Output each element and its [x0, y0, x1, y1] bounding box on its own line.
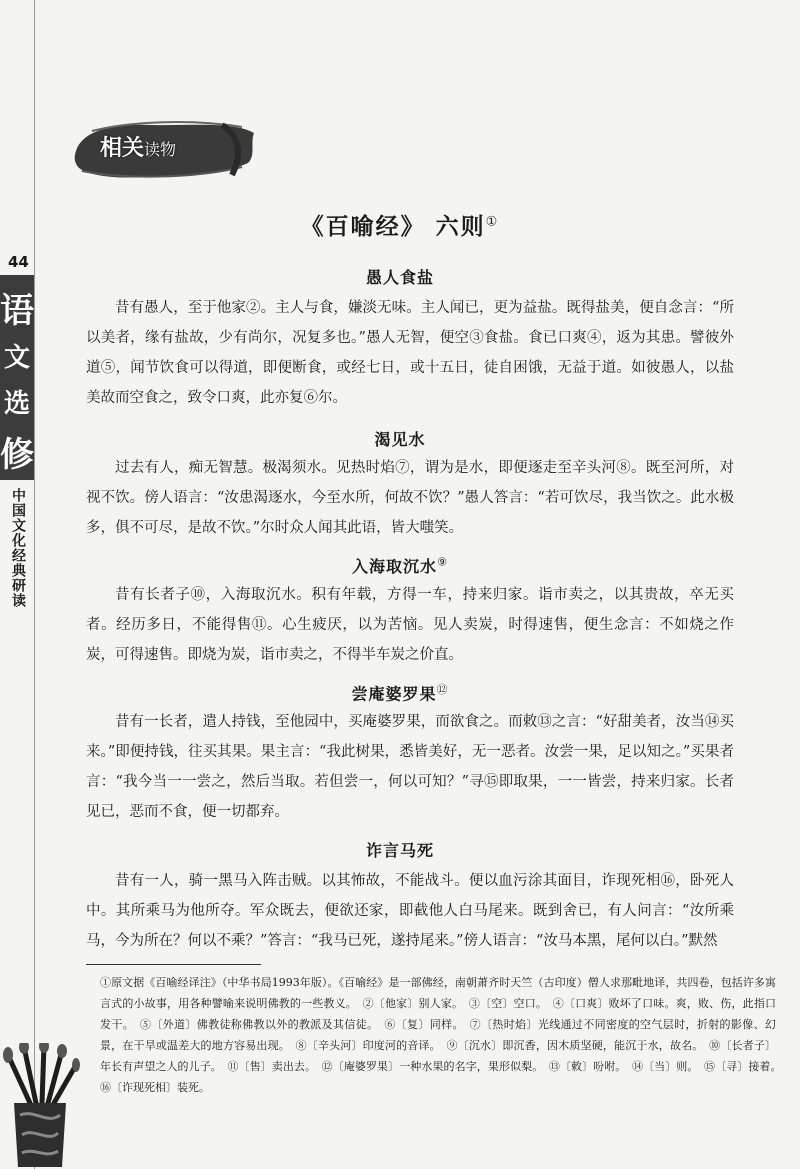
spine-subtitle: 中国文化经典研读 — [10, 488, 26, 608]
spine-char: 语 — [0, 291, 34, 331]
section-title-text: 入海取沉水 — [352, 557, 438, 576]
footnote-divider — [86, 964, 261, 965]
page-title — [0, 208, 800, 241]
page-title-text: 《百喻经》 六则 — [300, 213, 486, 240]
section-title — [0, 838, 800, 861]
banner-big-text: 相关 — [100, 136, 145, 161]
section-title-text: 渴见水 — [374, 430, 426, 449]
section-paragraph: 昔有愚人，至于他家②。主人与食，嫌淡无味。主人闻已，更为益盐。既得盐美，便自念言：“所以美者，缘有盐故，少有尚尔，况复多也。”愚人无智，便空③食盐。食已口爽④，返为其患。譬彼外道⑤，闻节饮食可以得道，即便断食，或经七日，或十五日，徒自困饿，无益于道。如彼愚人，以盐美故而空食之，致令口爽，此亦复⑥尔。 — [86, 300, 734, 406]
section-title — [0, 265, 800, 288]
section-paragraph: 昔有长者子⑩，入海取沉水。积有年载，方得一车，持来归家。诣市卖之，以其贵故，卒无买者。经历多日，不能得售⑪。心生疲厌，以为苦恼。见人卖炭，时得速售，便生念言：不如烧之作炭，可得速售。即烧为炭，诣市卖之，不得半车炭之价直。 — [86, 587, 734, 663]
brush-pot-icon — [0, 1043, 80, 1169]
page-number: 44 — [8, 253, 29, 271]
section-paragraph: 昔有一人，骑一黑马入阵击贼。以其怖故，不能战斗。便以血污涂其面目，诈现死相⑯，卧死人中。其所乘马为他所夺。军众既去，便欲还家，即截他人白马尾来。既到舍已，有人问言：“汝所乘马，今为所在？何以不乘？”答言：“我马已死，遂持尾来。”傍人语言：“汝马本黑，尾何以白。”默然 — [86, 873, 734, 949]
section-paragraph: 过去有人，痴无智慧。极渴须水。见热时焰⑦，谓为是水，即便逐走至辛头河⑧。既至河所，对视不饮。傍人语言：“汝患渴逐水，今至水所，何故不饮？”愚人答言：“若可饮尽，我当饮之。此水极多，俱不可尽，是故不饮。”尔时众人闻其此语，皆大嗤笑。 — [86, 460, 734, 536]
section-title-note: ⑫ — [436, 683, 449, 696]
spine-char: 选 — [3, 389, 30, 419]
section-paragraph: 昔有一长者，遣人持钱，至他园中，买庵婆罗果，而欲食之。而敕⑬之言：“好甜美者，汝当⑭买来。”即便持钱，往买其果。果主言：“我此树果，悉皆美好，无一恶者。汝尝一果，足以知之。”买果者言：“我今当一一尝之，然后当取。若但尝一，何以可知？”寻⑮即取果，一一皆尝，持来归家。长者见已，恶而不食，便一切都弃。 — [86, 714, 734, 820]
section-title-note: ⑨ — [437, 555, 448, 569]
page-title-note: ① — [485, 214, 500, 230]
footnotes: ①原文据《百喻经译注》（中华书局1993年版）。《百喻经》是一部佛经，南朝萧齐时天竺（古印度）僧人求那毗地译，共四卷，包括许多寓言式的小故事，用各种譬喻来说明佛教的一些教义。 ②〔他家〕别人家。 ③〔空〕空口。 ④〔口爽〕败坏了口味。爽，败、伤，此指口发干。 ⑤〔外道〕佛教徒称佛教以外的教派及其信徒。 ⑥〔复〕同样。 ⑦〔热时焰〕光线通过不同密度的空气层时，折射的影像、幻景，在干旱或温差大的地方容易出现。 ⑧〔辛头河〕印度河的音译。 ⑨〔沉水〕即沉香，因木质坚硬，能沉于水，故名。 ⑩〔长者子〕年长有声望之人的儿子。 ⑪〔售〕卖出去。 ⑫〔庵婆罗果〕一种水果的名字，果形似梨。 ⑬〔敕〕吩咐。 ⑭〔当〕则。 ⑮〔寻〕接着。 ⑯〔诈现死相〕装死。 — [100, 976, 787, 1094]
section-title-text: 诈言马死 — [365, 841, 434, 860]
spine-char: 文 — [3, 343, 30, 373]
section-title — [0, 681, 800, 704]
section-title — [0, 554, 800, 577]
section-title — [0, 427, 800, 450]
spine-char: 修 — [0, 435, 34, 475]
margin-rule — [34, 0, 35, 1169]
banner-small-text: 读物 — [144, 140, 177, 159]
banner-heading — [100, 131, 176, 162]
section-title-text: 愚人食盐 — [365, 268, 434, 287]
section-title-text: 尝庵婆罗果 — [351, 684, 437, 704]
